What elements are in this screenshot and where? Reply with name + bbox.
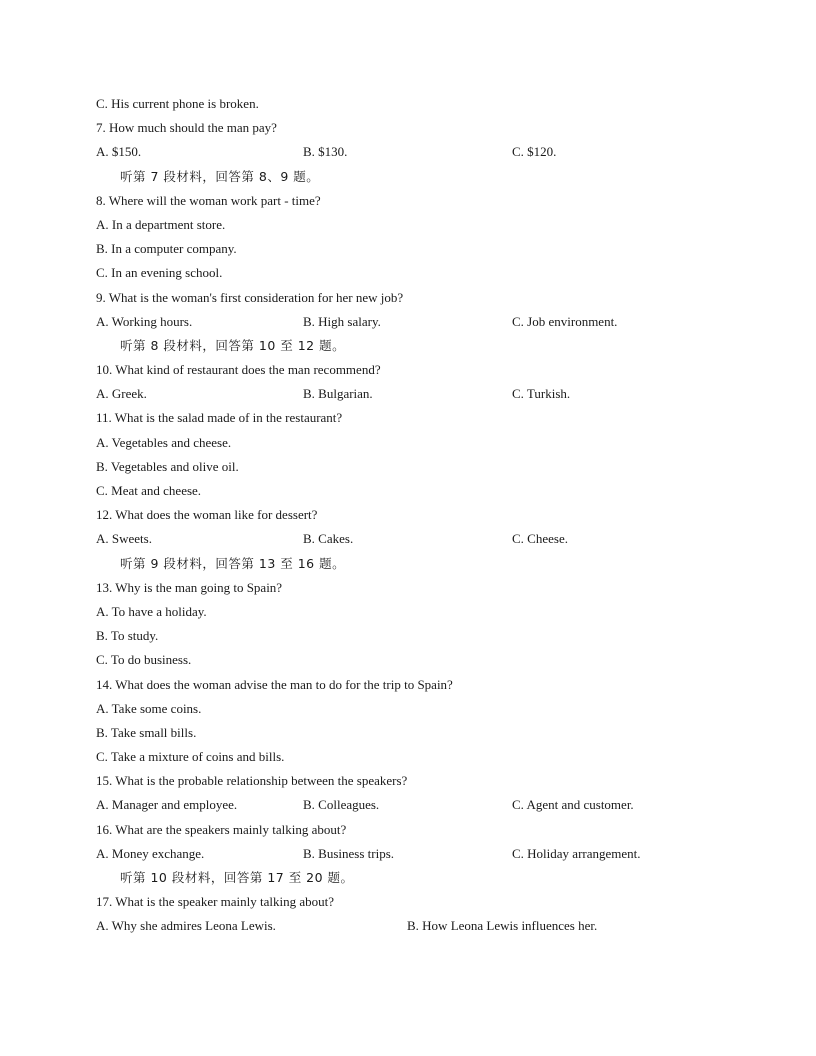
option-a: A. Why she admires Leona Lewis. (96, 918, 276, 934)
question-17-options (96, 916, 736, 940)
option-a: A. Working hours. (96, 313, 193, 329)
section-heading-9: 听第 9 段材料，回答第 13 至 16 题。 (120, 555, 346, 571)
question-14-option-c: C. Take a mixture of coins and bills. (96, 749, 285, 765)
question-10: 10. What kind of restaurant does the man recommend? (96, 362, 381, 378)
option-c: C. Cheese. (512, 531, 568, 547)
question-9-options (96, 312, 736, 336)
question-14-option-a: A. Take some coins. (96, 700, 202, 716)
question-12: 12. What does the woman like for dessert? (96, 507, 318, 523)
option-b: B. High salary. (303, 313, 381, 329)
document-page (96, 94, 736, 941)
question-7-options (96, 142, 736, 166)
option-a: A. $150. (96, 144, 142, 160)
option-a: A. Sweets. (96, 531, 152, 547)
option-c: C. Agent and customer. (512, 797, 634, 813)
question-11-option-c: C. Meat and cheese. (96, 483, 202, 498)
question-15-options (96, 795, 736, 819)
option-a: A. Manager and employee. (96, 797, 238, 813)
question-13-option-a: A. To have a holiday. (96, 603, 207, 619)
question-16-options (96, 844, 736, 868)
question-13-option-c: C. To do business. (96, 652, 192, 668)
question-16: 16. What are the speakers mainly talking about? (96, 821, 347, 837)
question-8-option-a: A. In a department store. (96, 216, 226, 232)
option-c: C. Job environment. (512, 313, 618, 329)
question-17: 17. What is the speaker mainly talking about? (96, 894, 335, 910)
option-a: A. Money exchange. (96, 845, 205, 861)
option-c: C. $120. (512, 144, 557, 160)
section-heading-10: 听第 10 段材料，回答第 17 至 20 题。 (120, 870, 354, 885)
question-8-option-b: B. In a computer company. (96, 241, 237, 257)
question-9: 9. What is the woman's first consideration for her new job? (96, 289, 404, 305)
question-6-option-c: C. His current phone is broken. (96, 96, 259, 111)
option-b: B. Bulgarian. (303, 386, 373, 402)
option-a: A. Greek. (96, 386, 147, 402)
question-13-option-b: B. To study. (96, 628, 159, 644)
question-13: 13. Why is the man going to Spain? (96, 579, 283, 595)
option-b: B. $130. (303, 144, 348, 160)
question-11-option-b: B. Vegetables and olive oil. (96, 458, 239, 474)
option-b: B. Colleagues. (303, 797, 380, 813)
option-b: B. Business trips. (303, 845, 395, 861)
question-14-option-b: B. Take small bills. (96, 724, 197, 740)
section-heading-8: 听第 8 段材料，回答第 10 至 12 题。 (120, 337, 346, 353)
option-b: B. How Leona Lewis influences her. (407, 918, 598, 934)
question-8-option-c: C. In an evening school. (96, 265, 223, 281)
question-11: 11. What is the salad made of in the restaurant? (96, 410, 343, 426)
section-heading-7: 听第 7 段材料，回答第 8、9 题。 (120, 168, 320, 184)
option-b: B. Cakes. (303, 531, 354, 547)
question-14: 14. What does the woman advise the man to do for the trip to Spain? (96, 676, 453, 692)
question-12-options (96, 529, 736, 553)
question-8: 8. Where will the woman work part - time? (96, 192, 321, 208)
question-10-options (96, 384, 736, 408)
question-11-option-a: A. Vegetables and cheese. (96, 434, 232, 450)
option-c: C. Holiday arrangement. (512, 845, 641, 861)
question-7: 7. How much should the man pay? (96, 120, 277, 136)
question-15: 15. What is the probable relationship between the speakers? (96, 773, 408, 789)
option-c: C. Turkish. (512, 386, 571, 402)
